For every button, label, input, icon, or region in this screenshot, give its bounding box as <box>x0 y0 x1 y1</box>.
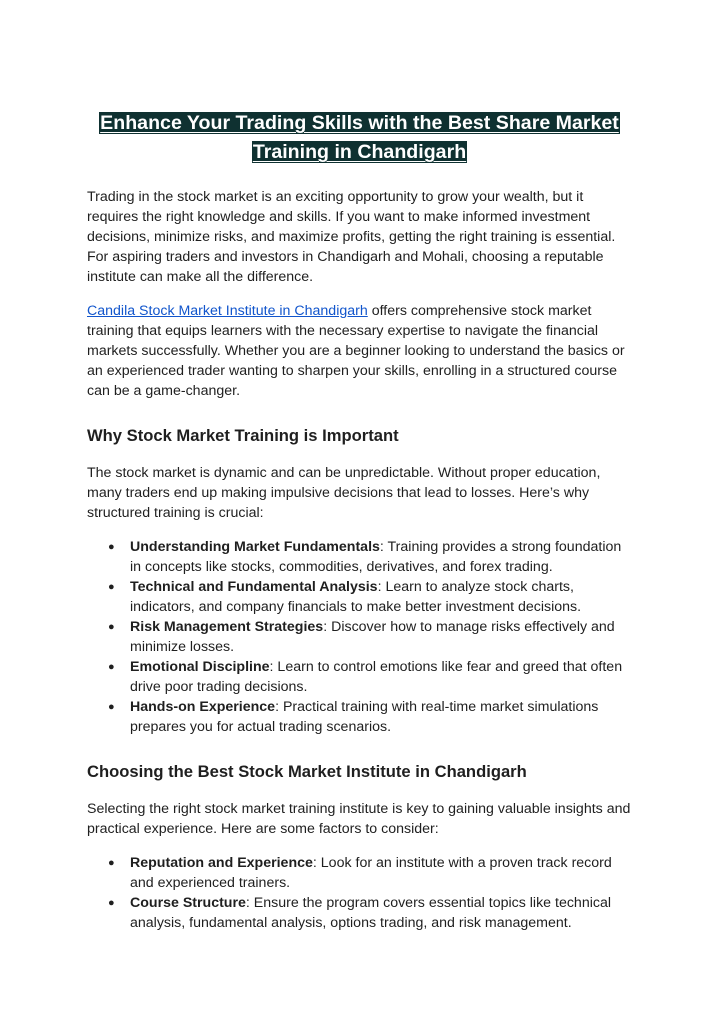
list-item <box>87 577 632 617</box>
bullet-icon: ● <box>108 621 115 633</box>
bullet-icon: ● <box>108 701 115 713</box>
section-why-training-intro: The stock market is dynamic and can be unpredictable. Without proper education, many traders end up making impulsive decisions that lead to losses. Here’s why structured training is crucial: <box>87 465 601 521</box>
bullet-icon: ● <box>108 581 115 593</box>
institute-paragraph <box>87 301 632 401</box>
bullet-icon: ● <box>108 661 115 673</box>
why-training-list <box>87 537 632 737</box>
list-item-term: Course Structure <box>130 895 246 911</box>
section-heading-why-training: Why Stock Market Training is Important <box>87 426 399 445</box>
institute-link[interactable]: Candila Stock Market Institute in Chandigarh <box>87 303 368 319</box>
section-choosing-institute-intro: Selecting the right stock market training institute is key to gaining valuable insights and practical experience. Here are some factors to consider: <box>87 801 631 837</box>
list-item <box>87 617 632 657</box>
list-item-text: : Practical training with real-time market simulations prepares you for actual trading scenarios. <box>130 699 599 735</box>
list-item-text: : Learn to control emotions like fear and greed that often drive poor trading decisions. <box>130 659 623 695</box>
list-item <box>87 893 632 933</box>
title-line-1: Enhance Your Trading Skills with the Best Share Market <box>100 112 619 134</box>
bullet-icon: ● <box>108 897 115 909</box>
list-item-text: : Discover how to manage risks effectively and minimize losses. <box>130 619 615 655</box>
list-item-text: : Ensure the program covers essential topics like technical analysis, fundamental analysis, options trading, and risk management. <box>130 895 611 931</box>
list-item-term: Technical and Fundamental Analysis <box>130 579 378 595</box>
list-item-term: Hands-on Experience <box>130 699 276 715</box>
list-item-text: : Training provides a strong foundation in concepts like stocks, commodities, derivatives, and forex trading. <box>130 539 622 575</box>
list-item <box>87 697 632 737</box>
institute-paragraph-text: offers comprehensive stock market training that equips learners with the necessary expertise to navigate the financial markets successfully. Whether you are a beginner looking to understand the basics or an experienced trader wanting to sharpen your skills, enrolling in a structured course can be a game-changer. <box>87 303 625 399</box>
list-item <box>87 853 632 893</box>
bullet-icon: ● <box>108 857 115 869</box>
choosing-institute-list <box>87 853 632 933</box>
intro-paragraph: Trading in the stock market is an exciting opportunity to grow your wealth, but it requires the right knowledge and skills. If you want to make informed investment decisions, minimize risks, and maximize profits, getting the right training is essential. For aspiring traders and investors in Chandigarh and Mohali, choosing a reputable institute can make all the difference. <box>87 189 616 285</box>
bullet-icon: ● <box>108 541 115 553</box>
list-item <box>87 657 632 697</box>
list-item-term: Reputation and Experience <box>130 855 313 871</box>
title-line-2: Training in Chandigarh <box>252 141 467 163</box>
list-item-text: : Learn to analyze stock charts, indicators, and company financials to make better investment decisions. <box>130 579 582 615</box>
list-item-term: Risk Management Strategies <box>130 619 324 635</box>
section-heading-choosing-institute: Choosing the Best Stock Market Institute in Chandigarh <box>87 762 527 781</box>
list-item-term: Emotional Discipline <box>130 659 270 675</box>
list-item <box>87 537 632 577</box>
page-title <box>87 109 632 167</box>
list-item-text: : Look for an institute with a proven track record and experienced trainers. <box>130 855 612 891</box>
list-item-term: Understanding Market Fundamentals <box>130 539 380 555</box>
